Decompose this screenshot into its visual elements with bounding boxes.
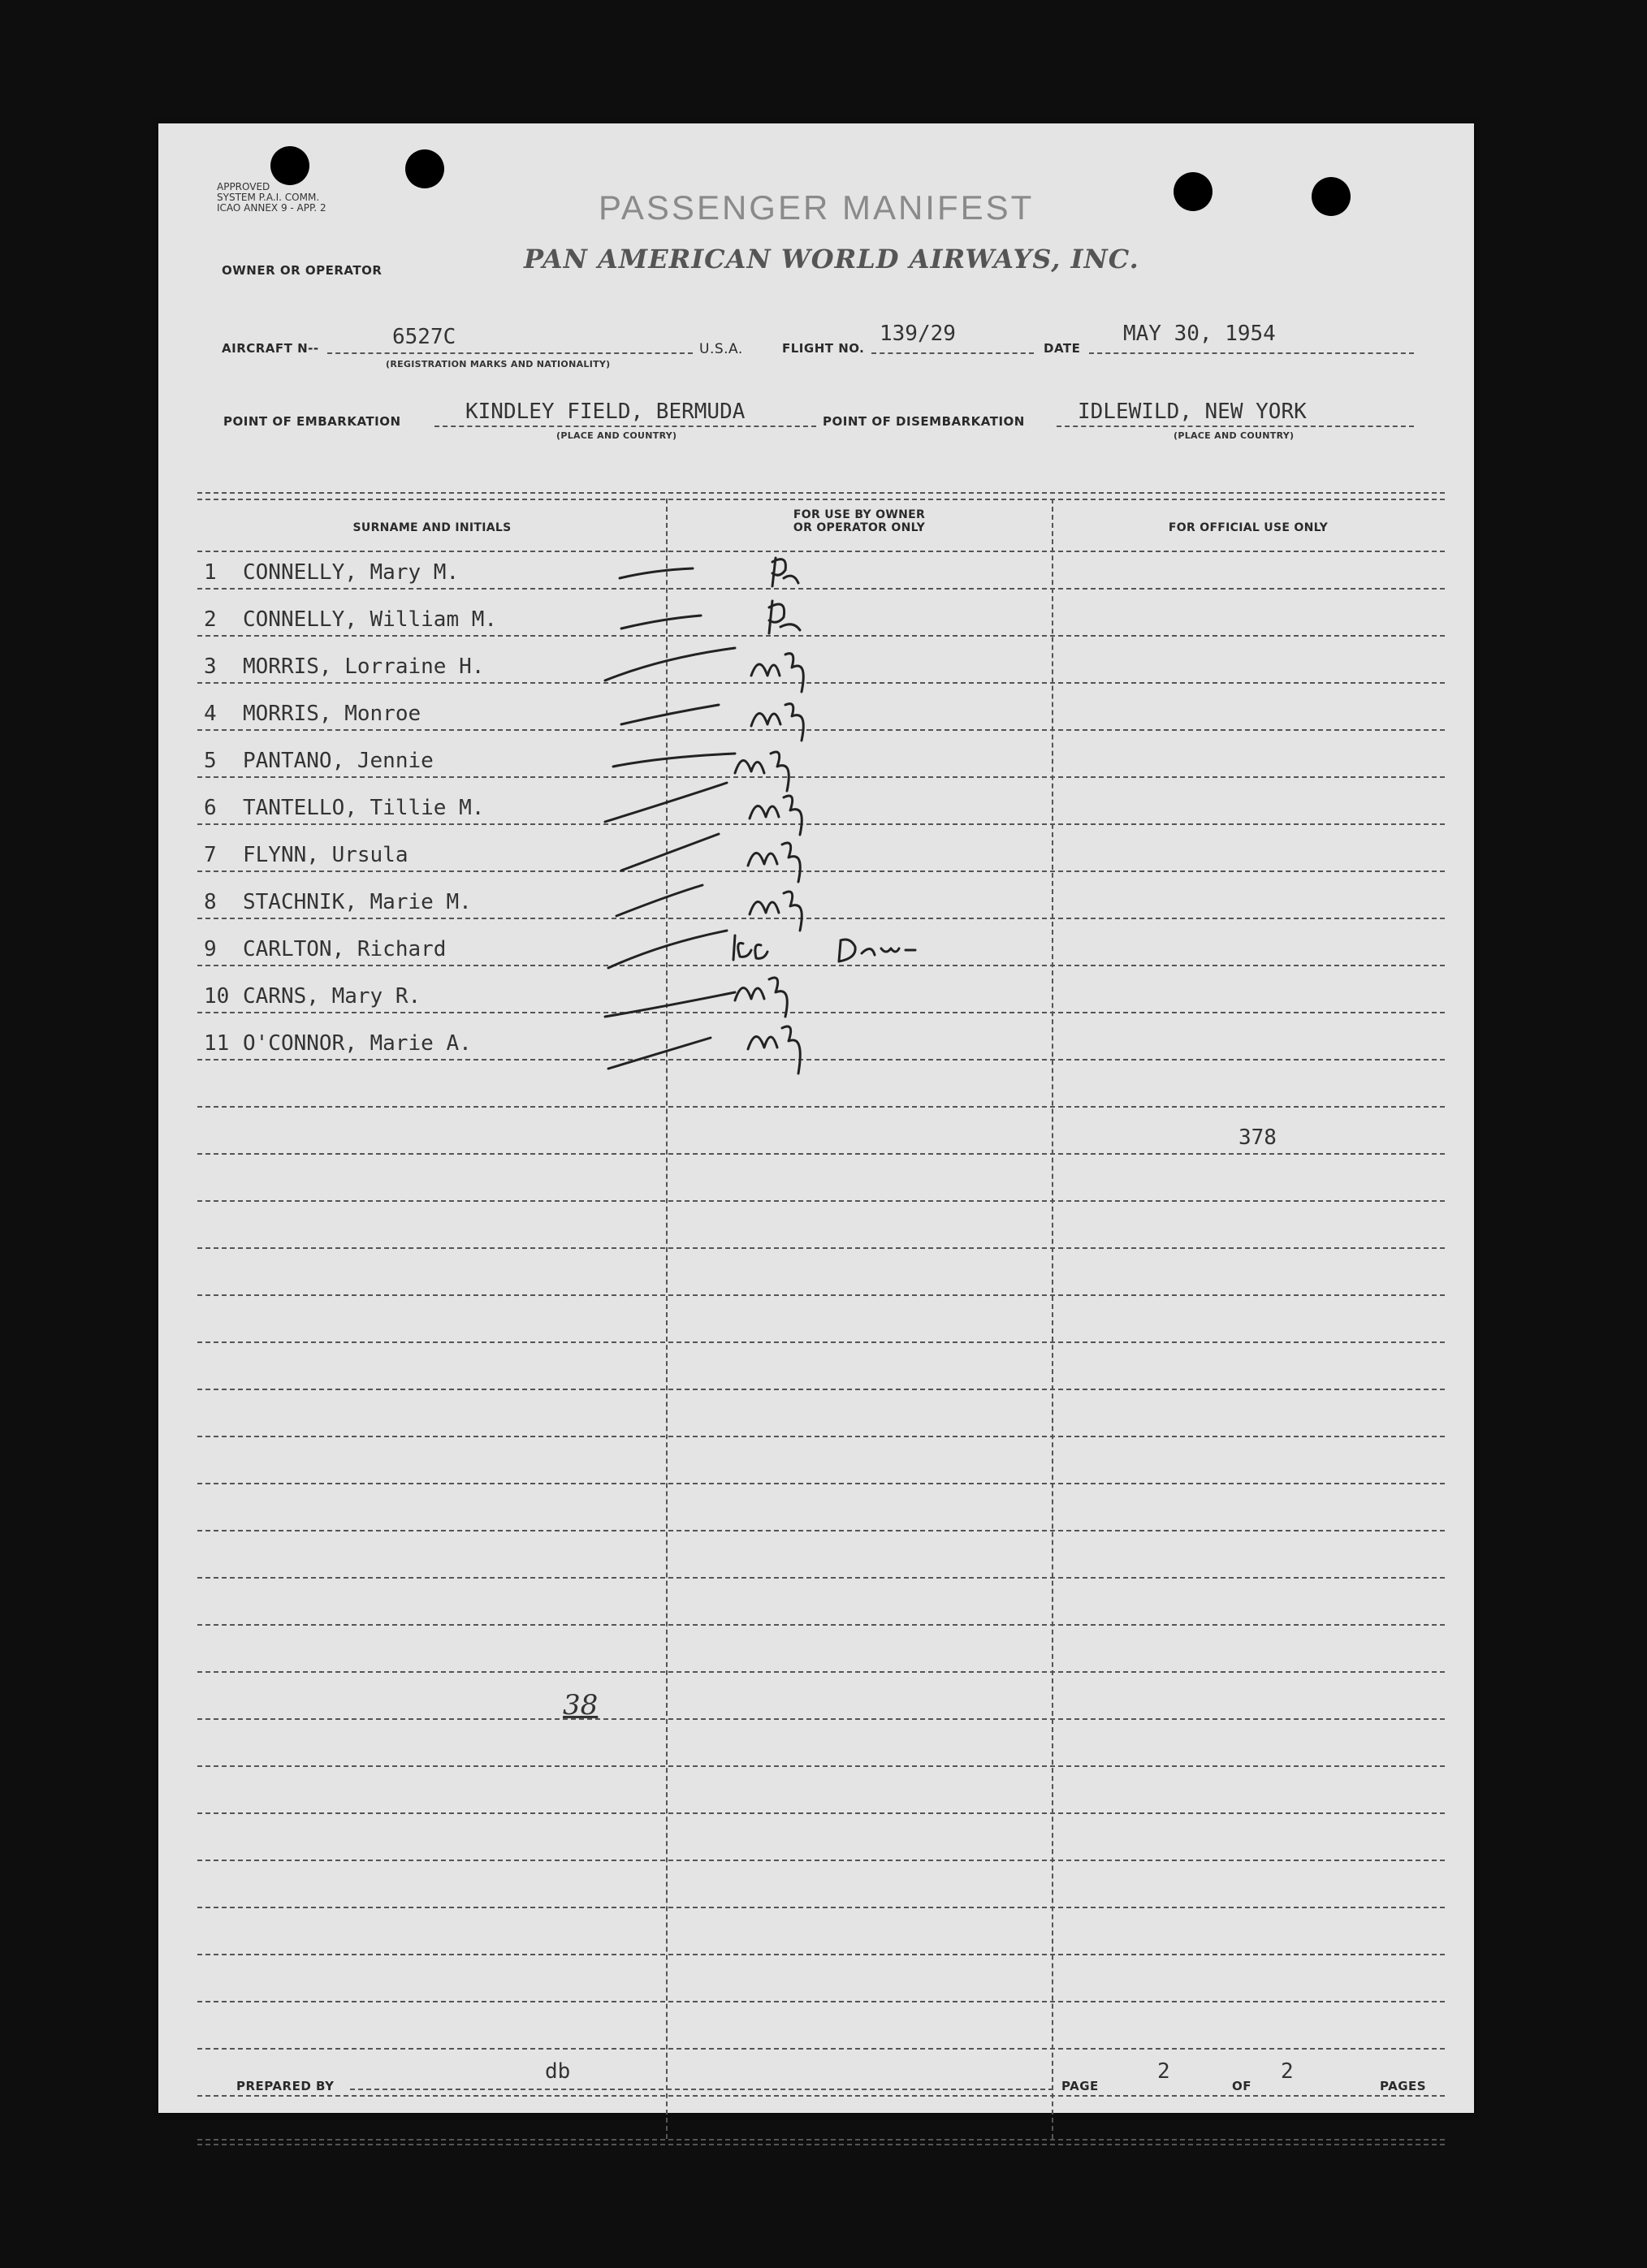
row-rule	[197, 1530, 1445, 1531]
prepared-label: PREPARED BY	[236, 2079, 335, 2093]
passenger-name: FLYNN, Ursula	[243, 843, 409, 867]
initials-mark	[769, 601, 800, 633]
initials-mark	[839, 940, 915, 961]
initials-mark	[733, 935, 767, 960]
row-number: 6	[204, 796, 217, 820]
table-row	[204, 749, 434, 773]
row-rule	[197, 1765, 1445, 1767]
flight-underline	[871, 352, 1034, 354]
row-rule	[197, 2095, 1445, 2097]
check-mark	[605, 648, 735, 680]
initials-mark	[748, 1026, 800, 1074]
form-title: PASSENGER MANIFEST	[599, 188, 1035, 227]
row-number: 8	[204, 890, 217, 914]
initials-mark	[735, 752, 789, 791]
flight-label: FLIGHT NO.	[782, 341, 865, 356]
passenger-name: TANTELLO, Tillie M.	[243, 796, 485, 820]
passenger-name: CONNELLY, Mary M.	[243, 560, 460, 585]
pages-label: PAGES	[1380, 2079, 1427, 2093]
prepared-value: db	[545, 2059, 571, 2084]
row-rule	[197, 1341, 1445, 1343]
of-label: OF	[1232, 2079, 1251, 2093]
row-rule	[197, 1718, 1445, 1720]
initials-mark	[751, 654, 803, 692]
usa-label: U.S.A.	[699, 341, 743, 357]
table-row	[204, 890, 472, 914]
disembark-label: POINT OF DISEMBARKATION	[823, 414, 1025, 429]
prepared-underline	[350, 2089, 1053, 2090]
flight-value: 139/29	[880, 322, 956, 346]
check-mark	[621, 616, 701, 629]
initials-mark	[751, 704, 803, 741]
owner-value: PAN AMERICAN WORLD AIRWAYS, INC.	[524, 244, 1139, 274]
aircraft-label: AIRCRAFT N--	[222, 341, 319, 356]
date-value: MAY 30, 1954	[1123, 322, 1276, 346]
row-rule	[197, 1247, 1445, 1249]
column-header-owner	[667, 508, 1052, 534]
initials-mark	[750, 892, 802, 931]
official-note: 378	[1238, 1125, 1277, 1150]
row-rule	[197, 1294, 1445, 1296]
row-number: 5	[204, 749, 217, 773]
table-row	[204, 702, 421, 726]
table-row	[204, 1031, 472, 1056]
date-underline	[1089, 352, 1414, 354]
check-mark	[608, 1038, 711, 1069]
table-row	[204, 607, 497, 632]
row-number: 9	[204, 937, 217, 961]
row-rule	[197, 2001, 1445, 2002]
aircraft-value: 6527C	[392, 325, 456, 349]
handwritten-initials	[613, 554, 1117, 1228]
check-mark	[605, 783, 727, 822]
table-top-rule	[197, 499, 1445, 500]
row-number: 4	[204, 702, 217, 726]
embark-value: KINDLEY FIELD, BERMUDA	[465, 400, 746, 424]
punch-hole	[405, 149, 444, 188]
row-rule	[197, 1812, 1445, 1814]
row-rule	[197, 1907, 1445, 1908]
embark-label: POINT OF EMBARKATION	[223, 414, 401, 429]
check-mark	[605, 992, 735, 1017]
aircraft-underline	[327, 352, 693, 354]
embark-caption: (PLACE AND COUNTRY)	[556, 430, 677, 441]
row-number: 7	[204, 843, 217, 867]
check-mark	[616, 885, 702, 916]
check-mark	[613, 754, 735, 767]
disembark-value: IDLEWILD, NEW YORK	[1078, 400, 1307, 424]
row-number: 2	[204, 607, 217, 632]
check-mark	[608, 931, 727, 968]
approval-stamp	[217, 182, 326, 214]
page-value: 2	[1157, 2059, 1170, 2084]
disembark-caption: (PLACE AND COUNTRY)	[1174, 430, 1295, 441]
page-label: PAGE	[1061, 2079, 1099, 2093]
row-rule	[197, 1860, 1445, 1861]
table-bottom-rule	[197, 2139, 1445, 2141]
passenger-name: O'CONNOR, Marie A.	[243, 1031, 472, 1056]
table-row	[204, 560, 459, 585]
check-mark	[621, 834, 719, 870]
row-rule	[197, 1389, 1445, 1390]
passenger-name: CARNS, Mary R.	[243, 984, 421, 1009]
row-rule	[197, 2048, 1445, 2050]
check-mark	[621, 705, 719, 724]
punch-hole	[1312, 177, 1351, 216]
manifest-sheet	[158, 123, 1474, 2113]
table-row	[204, 654, 484, 679]
disembark-underline	[1057, 426, 1414, 427]
row-number: 3	[204, 654, 217, 679]
row-rule	[197, 1954, 1445, 1955]
column-header-official: FOR OFFICIAL USE ONLY	[1168, 521, 1329, 534]
initials-mark	[750, 796, 802, 835]
punch-hole	[270, 146, 309, 185]
row-number: 10	[204, 984, 230, 1009]
column-header-owner-line: FOR USE BY OWNER	[793, 508, 926, 521]
approval-line: ICAO ANNEX 9 - APP. 2	[217, 202, 326, 214]
row-rule	[197, 1671, 1445, 1673]
row-rule	[197, 1483, 1445, 1484]
passenger-name: MORRIS, Lorraine H.	[243, 654, 485, 679]
table-row	[204, 937, 446, 961]
table-row	[204, 796, 484, 820]
row-rule	[197, 1577, 1445, 1579]
embark-underline	[434, 426, 816, 427]
passenger-name: STACHNIK, Marie M.	[243, 890, 472, 914]
punch-hole	[1174, 172, 1213, 211]
owner-label: OWNER OR OPERATOR	[222, 263, 383, 278]
initials-mark	[748, 843, 800, 882]
header-rule	[197, 551, 1445, 552]
column-header-surname: SURNAME AND INITIALS	[352, 521, 512, 534]
approval-line: SYSTEM P.A.I. COMM.	[217, 192, 320, 203]
initials-mark	[735, 978, 787, 1017]
table-row	[204, 843, 409, 867]
table-top-rule	[197, 492, 1445, 494]
row-number: 1	[204, 560, 217, 585]
passenger-name: CONNELLY, William M.	[243, 607, 498, 632]
date-label: DATE	[1044, 341, 1081, 356]
passenger-name: PANTANO, Jennie	[243, 749, 434, 773]
passenger-name: MORRIS, Monroe	[243, 702, 421, 726]
row-rule	[197, 1624, 1445, 1626]
initials-mark	[772, 558, 798, 586]
registration-caption: (REGISTRATION MARKS AND NATIONALITY)	[386, 359, 611, 369]
approval-line: APPROVED	[217, 181, 270, 192]
of-value: 2	[1281, 2059, 1294, 2084]
table-row	[204, 984, 421, 1009]
handwritten-number: 38	[563, 1689, 599, 1722]
row-number: 11	[204, 1031, 230, 1056]
passenger-name: CARLTON, Richard	[243, 937, 447, 961]
table-bottom-rule	[197, 2144, 1445, 2145]
row-rule	[197, 1436, 1445, 1437]
column-header-owner-line: OR OPERATOR ONLY	[793, 521, 926, 534]
check-mark	[620, 568, 693, 578]
